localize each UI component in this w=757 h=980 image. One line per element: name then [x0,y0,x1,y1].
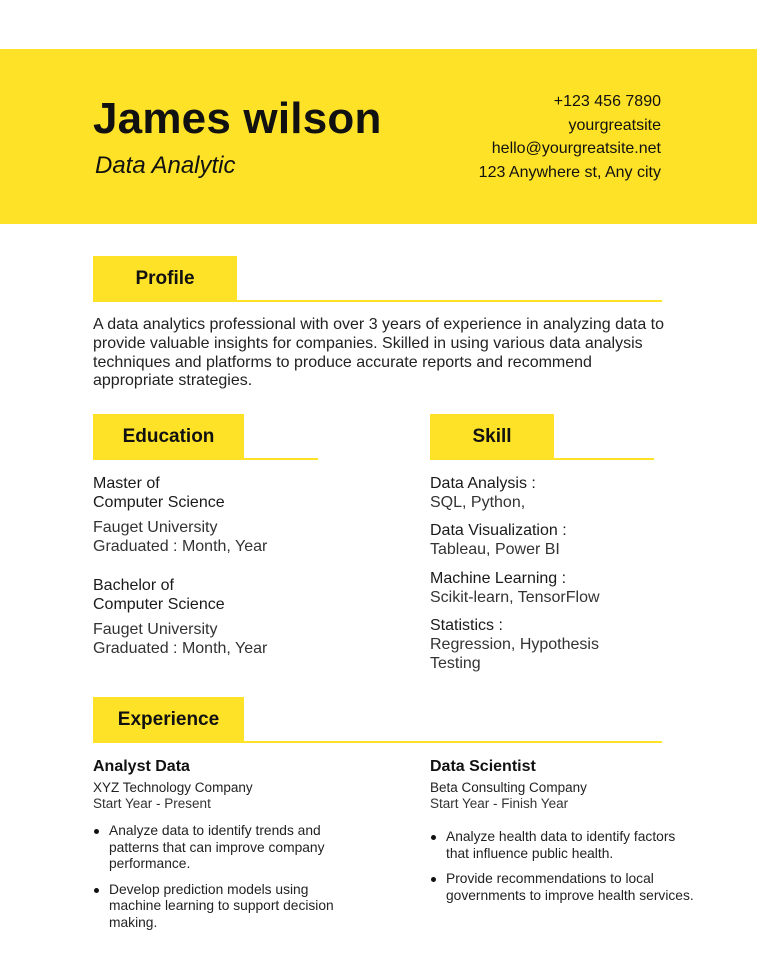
experience-heading: Experience [93,697,244,743]
skill-label: Data Visualization : [430,522,567,539]
skill-item [430,569,670,607]
education-divider [244,458,318,460]
experience-job [430,758,695,913]
candidate-role: Data Analytic [95,152,236,179]
list-item [430,871,695,904]
skill-value: Testing [430,655,481,672]
profile-divider [237,300,662,302]
bullet-text: Analyze data to identify trends and patterns that can improve company performance. [109,823,325,871]
list-item [430,829,695,862]
contact-address: 123 Anywhere st, Any city [478,163,661,181]
degree-line: Computer Science [93,596,225,613]
skill-label: Machine Learning : [430,570,567,587]
contact-phone: +123 456 7890 [553,93,661,110]
bullet-text: Provide recommendations to local governments to improve health services. [446,871,694,903]
candidate-name: James wilson [93,94,382,143]
skill-label: Statistics : [430,617,503,634]
contact-website: yourgreatsite [568,116,661,134]
job-title: Analyst Data [93,758,190,775]
degree-line: Computer Science [93,494,225,511]
experience-divider [244,741,662,743]
education-heading: Education [93,414,244,460]
bullet-text: Develop prediction models using machine learning to support decision making. [109,881,334,930]
job-title: Data Scientist [430,758,536,775]
bullet-text: Analyze health data to identify factors that influence public health. [446,829,676,861]
job-dates: Start Year - Present [93,796,211,811]
skill-divider [554,458,654,460]
school-name: Fauget University [93,621,218,638]
bullet-icon [94,888,99,893]
skill-label: Data Analysis : [430,475,536,492]
profile-text: A data analytics professional with over 3 years of experience in analyzing data to provide valuable insights for companies. Skilled in using various data analysis techniques and platforms to produce accurate reports and recommend appropriate strategies. [93,316,664,390]
bullet-icon [431,877,436,882]
graduation-date: Graduated : Month, Year [93,640,268,657]
experience-job [93,758,363,940]
job-bullets [93,823,363,931]
skill-item [430,474,670,512]
job-company: XYZ Technology Company [93,780,253,795]
degree-line: Master of [93,475,160,492]
job-company: Beta Consulting Company [430,780,587,795]
job-bullets [430,829,695,904]
skill-value: Scikit-learn, TensorFlow [430,589,600,606]
contact-info [479,90,661,184]
graduation-date: Graduated : Month, Year [93,538,268,555]
skill-value: SQL, Python, [430,494,526,511]
education-item [93,576,267,658]
skill-item [430,521,670,559]
skill-heading: Skill [430,414,554,460]
contact-email: hello@yourgreatsite.net [491,140,661,157]
education-item [93,474,267,556]
skill-value: Regression, Hypothesis [430,636,599,653]
list-item [93,823,363,873]
profile-heading: Profile [93,256,237,302]
skill-value: Tableau, Power BI [430,541,560,558]
skill-item [430,616,670,673]
school-name: Fauget University [93,519,218,536]
bullet-icon [431,835,436,840]
list-item [93,882,363,932]
bullet-icon [94,829,99,834]
degree-line: Bachelor of [93,577,174,594]
job-dates: Start Year - Finish Year [430,796,569,811]
